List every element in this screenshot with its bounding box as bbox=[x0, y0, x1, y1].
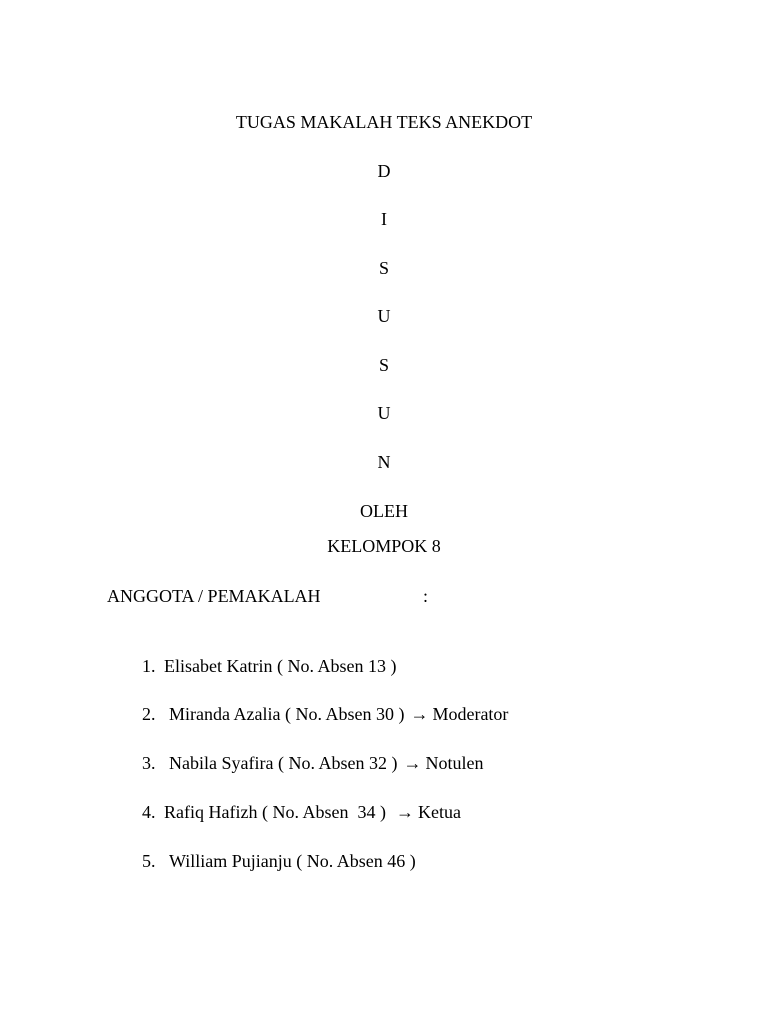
disusun-letter-s-2: S bbox=[378, 355, 389, 375]
member-number: 3. bbox=[142, 753, 156, 773]
member-number: 5. bbox=[142, 851, 156, 871]
disusun-letter-u-2: U bbox=[377, 403, 391, 423]
arrow-right-icon: → bbox=[403, 753, 422, 773]
member-text: William Pujianju ( No. Absen 46 ) bbox=[169, 851, 416, 871]
group-label: KELOMPOK 8 bbox=[327, 536, 441, 556]
member-text: Miranda Azalia ( No. Absen 30 ) bbox=[169, 704, 405, 724]
member-role: Ketua bbox=[417, 802, 461, 822]
member-role: Notulen bbox=[425, 753, 484, 773]
member-text: Rafiq Hafizh ( No. Absen 34 ) bbox=[164, 802, 386, 822]
arrow-right-icon: → bbox=[410, 704, 429, 724]
disusun-letter-n: N bbox=[377, 452, 391, 472]
member-text: Nabila Syafira ( No. Absen 32 ) bbox=[169, 753, 398, 773]
disusun-letter-i: I bbox=[381, 209, 387, 229]
disusun-letter-d: D bbox=[377, 161, 391, 181]
member-number: 2. bbox=[142, 704, 156, 724]
disusun-letter-u: U bbox=[377, 306, 391, 326]
oleh-label: OLEH bbox=[360, 501, 408, 521]
arrow-right-icon: → bbox=[395, 802, 414, 822]
document-title: TUGAS MAKALAH TEKS ANEKDOT bbox=[235, 112, 533, 132]
members-heading: ANGGOTA / PEMAKALAH bbox=[107, 586, 321, 606]
member-item-5 bbox=[124, 828, 416, 894]
member-number: 4. bbox=[142, 802, 156, 822]
member-role: Moderator bbox=[432, 704, 509, 724]
member-text: Elisabet Katrin ( No. Absen 13 ) bbox=[164, 656, 397, 676]
members-colon: : bbox=[423, 586, 429, 606]
disusun-letter-s: S bbox=[378, 258, 389, 278]
member-number: 1. bbox=[142, 656, 156, 676]
